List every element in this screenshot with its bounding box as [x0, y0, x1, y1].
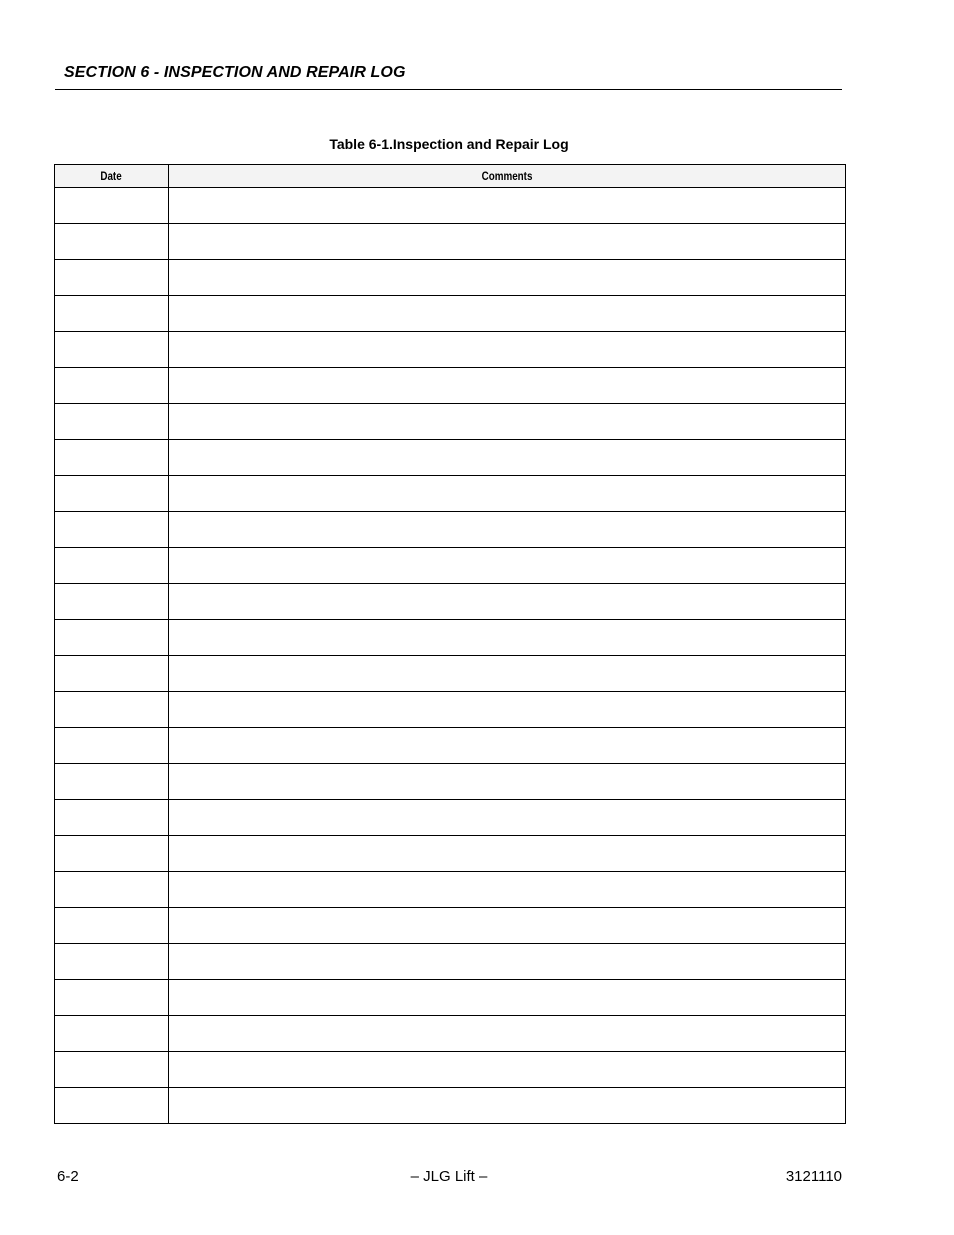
- header-rule: [55, 89, 842, 90]
- comments-cell[interactable]: [169, 620, 846, 656]
- comments-cell[interactable]: [169, 332, 846, 368]
- table-row: [55, 440, 846, 476]
- date-cell[interactable]: [55, 908, 169, 944]
- table-row: [55, 980, 846, 1016]
- table-title: Table 6-1.Inspection and Repair Log: [329, 136, 569, 152]
- date-cell[interactable]: [55, 440, 169, 476]
- comments-cell[interactable]: [169, 728, 846, 764]
- date-cell[interactable]: [55, 800, 169, 836]
- date-cell[interactable]: [55, 944, 169, 980]
- table-row: [55, 584, 846, 620]
- date-cell[interactable]: [55, 1016, 169, 1052]
- table-row: [55, 944, 846, 980]
- table-row: [55, 1052, 846, 1088]
- comments-cell[interactable]: [169, 980, 846, 1016]
- comments-cell[interactable]: [169, 548, 846, 584]
- date-cell[interactable]: [55, 260, 169, 296]
- table-row: [55, 404, 846, 440]
- table-row: [55, 800, 846, 836]
- table-row: [55, 188, 846, 224]
- comments-cell[interactable]: [169, 692, 846, 728]
- date-cell[interactable]: [55, 872, 169, 908]
- comments-cell[interactable]: [169, 512, 846, 548]
- comments-cell[interactable]: [169, 908, 846, 944]
- date-cell[interactable]: [55, 1088, 169, 1124]
- comments-cell[interactable]: [169, 1016, 846, 1052]
- table-row: [55, 764, 846, 800]
- table-row: [55, 1016, 846, 1052]
- date-cell[interactable]: [55, 764, 169, 800]
- table-row: [55, 548, 846, 584]
- table-header-row: [55, 165, 846, 188]
- comments-cell[interactable]: [169, 656, 846, 692]
- date-cell[interactable]: [55, 980, 169, 1016]
- date-cell[interactable]: [55, 584, 169, 620]
- comments-cell[interactable]: [169, 584, 846, 620]
- comments-cell[interactable]: [169, 404, 846, 440]
- page-number: 6-2: [57, 1168, 79, 1185]
- comments-cell[interactable]: [169, 800, 846, 836]
- comments-cell[interactable]: [169, 440, 846, 476]
- inspection-repair-log-table: [54, 164, 846, 1124]
- date-cell[interactable]: [55, 224, 169, 260]
- date-cell[interactable]: [55, 728, 169, 764]
- table-row: [55, 692, 846, 728]
- date-column-header: Date: [55, 165, 169, 188]
- date-cell[interactable]: [55, 404, 169, 440]
- table-row: [55, 620, 846, 656]
- table-row: [55, 728, 846, 764]
- date-cell[interactable]: [55, 332, 169, 368]
- comments-cell[interactable]: [169, 368, 846, 404]
- comments-cell[interactable]: [169, 764, 846, 800]
- table-row: [55, 260, 846, 296]
- table-row: [55, 476, 846, 512]
- date-cell[interactable]: [55, 548, 169, 584]
- table-row: [55, 296, 846, 332]
- table-row: [55, 512, 846, 548]
- comments-cell[interactable]: [169, 836, 846, 872]
- date-cell[interactable]: [55, 512, 169, 548]
- comments-cell[interactable]: [169, 1052, 846, 1088]
- date-cell[interactable]: [55, 836, 169, 872]
- comments-cell[interactable]: [169, 1088, 846, 1124]
- table-row: [55, 224, 846, 260]
- table-row: [55, 656, 846, 692]
- date-cell[interactable]: [55, 188, 169, 224]
- comments-cell[interactable]: [169, 872, 846, 908]
- date-cell[interactable]: [55, 656, 169, 692]
- footer-brand: – JLG Lift –: [410, 1168, 488, 1185]
- comments-cell[interactable]: [169, 188, 846, 224]
- document-number: 3121110: [785, 1168, 842, 1185]
- date-cell[interactable]: [55, 692, 169, 728]
- table-row: [55, 1088, 846, 1124]
- date-cell[interactable]: [55, 620, 169, 656]
- date-cell[interactable]: [55, 368, 169, 404]
- table-row: [55, 872, 846, 908]
- table-row: [55, 908, 846, 944]
- table-row: [55, 836, 846, 872]
- comments-cell[interactable]: [169, 260, 846, 296]
- date-cell[interactable]: [55, 296, 169, 332]
- section-title: SECTION 6 - INSPECTION AND REPAIR LOG: [64, 64, 406, 81]
- table-row: [55, 368, 846, 404]
- date-cell[interactable]: [55, 476, 169, 512]
- comments-cell[interactable]: [169, 944, 846, 980]
- comments-cell[interactable]: [169, 224, 846, 260]
- date-cell[interactable]: [55, 1052, 169, 1088]
- comments-cell[interactable]: [169, 476, 846, 512]
- comments-column-header: Comments: [169, 165, 846, 188]
- table-row: [55, 332, 846, 368]
- comments-cell[interactable]: [169, 296, 846, 332]
- table-body: [55, 188, 846, 1124]
